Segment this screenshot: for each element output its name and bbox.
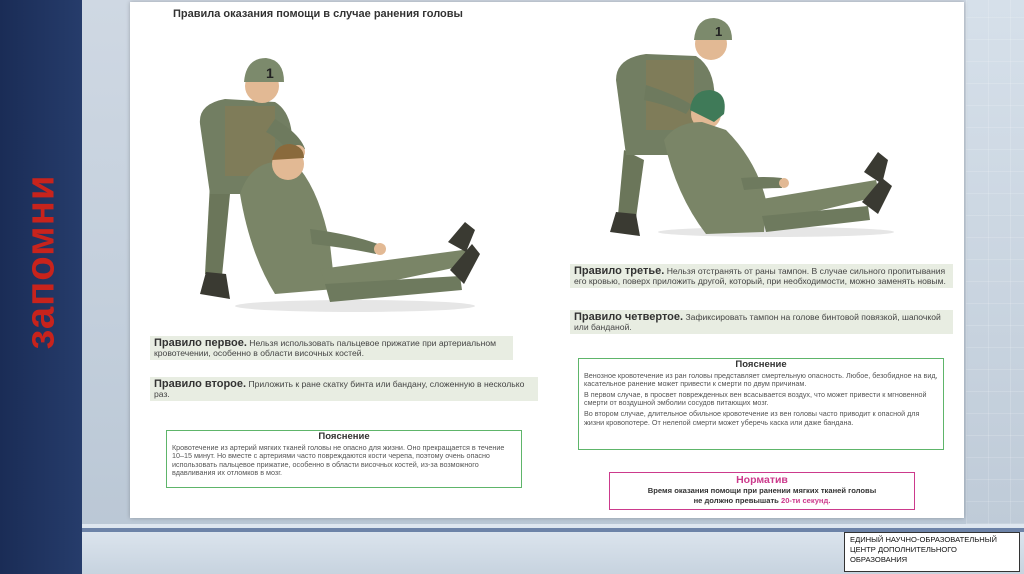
rule-2-title: Правило второе. — [154, 378, 247, 390]
org-line-1: ЕДИНЫЙ НАУЧНО-ОБРАЗОВАТЕЛЬНЫЙ — [850, 535, 997, 544]
norm-title: Норматив — [736, 474, 788, 486]
helmet-number-left: 1 — [266, 65, 274, 81]
note-right-title: Пояснение — [735, 359, 787, 370]
norm-line-2-prefix: не должно превышать — [693, 496, 779, 505]
norm-line-2 — [610, 496, 914, 506]
rule-2-text: Приложить к ране скатку бинта или бандану, сложенную в несколько раз. — [154, 379, 525, 399]
illustration-right — [606, 10, 896, 242]
note-left — [166, 430, 522, 488]
illustration-left — [180, 44, 480, 316]
norm-time-limit: 20-ти секунд. — [780, 496, 831, 505]
rule-1-title: Правило первое. — [154, 337, 247, 349]
note-right-p3: Во втором случае, длительное обильное кровотечение из вен головы часто приводит к опасной для жизни кровопотере. От нелепой смерти может уберечь каска или даже бандана. — [584, 408, 920, 427]
rule-4 — [570, 310, 953, 334]
rule-3-text: Нельзя отстранять от раны тампон. В случае сильного пропитывания его кровью, поверх приложить другой, который, при необходимости, можно заменять новым. — [574, 266, 946, 286]
helmet-number-right: 1 — [715, 24, 723, 39]
note-right-p1: Венозное кровотечение из ран головы представляет смертельную опасность. Любое, безобидное на вид, касательное ранение может привести к смерти по двум причинам. — [584, 370, 938, 389]
right-decoration — [966, 0, 1024, 524]
poster-title: Правила оказания помощи в случае ранения головы — [173, 8, 463, 20]
norm-box — [609, 472, 915, 510]
rule-4-text: Зафиксировать тампон на голове бинтовой повязкой, шапочкой или банданой. — [574, 312, 941, 332]
note-left-text: Кровотечение из артерий мягких тканей головы не опасно для жизни. Оно прекращается в течение 10–15 минут. Но вместе с артериями часто повреждаются кости черепа, поэтому очень опасно использовать пальцевое прижатие, особенно в области височных костей, из-за возможного вдавливания их отломков в мозг. — [172, 442, 505, 478]
side-label: запомни — [18, 174, 63, 350]
norm-line-1: Время оказания помощи при ранении мягких тканей головы — [647, 486, 877, 495]
left-band — [0, 0, 82, 574]
rule-1 — [150, 336, 513, 360]
note-left-title: Пояснение — [318, 431, 370, 442]
rule-2 — [150, 377, 538, 401]
poster — [130, 2, 964, 518]
rule-1-text: Нельзя использовать пальцевое прижатие при артериальном кровотечении, особенно в области височных костей. — [154, 338, 497, 358]
rule-3-title: Правило третье. — [574, 265, 665, 277]
organization-label — [844, 532, 1020, 572]
note-right-p2: В первом случае, в просвет поврежденных вен всасывается воздух, что может привести к мгновенной смерти от воздушной эмболии сосудов питающих мозг. — [584, 389, 927, 408]
org-line-3: ОБРАЗОВАНИЯ — [850, 555, 908, 564]
rule-4-title: Правило четвертое. — [574, 311, 684, 323]
rule-3 — [570, 264, 953, 288]
note-right — [578, 358, 944, 450]
org-line-2: ЦЕНТР ДОПОЛНИТЕЛЬНОГО — [850, 545, 957, 554]
